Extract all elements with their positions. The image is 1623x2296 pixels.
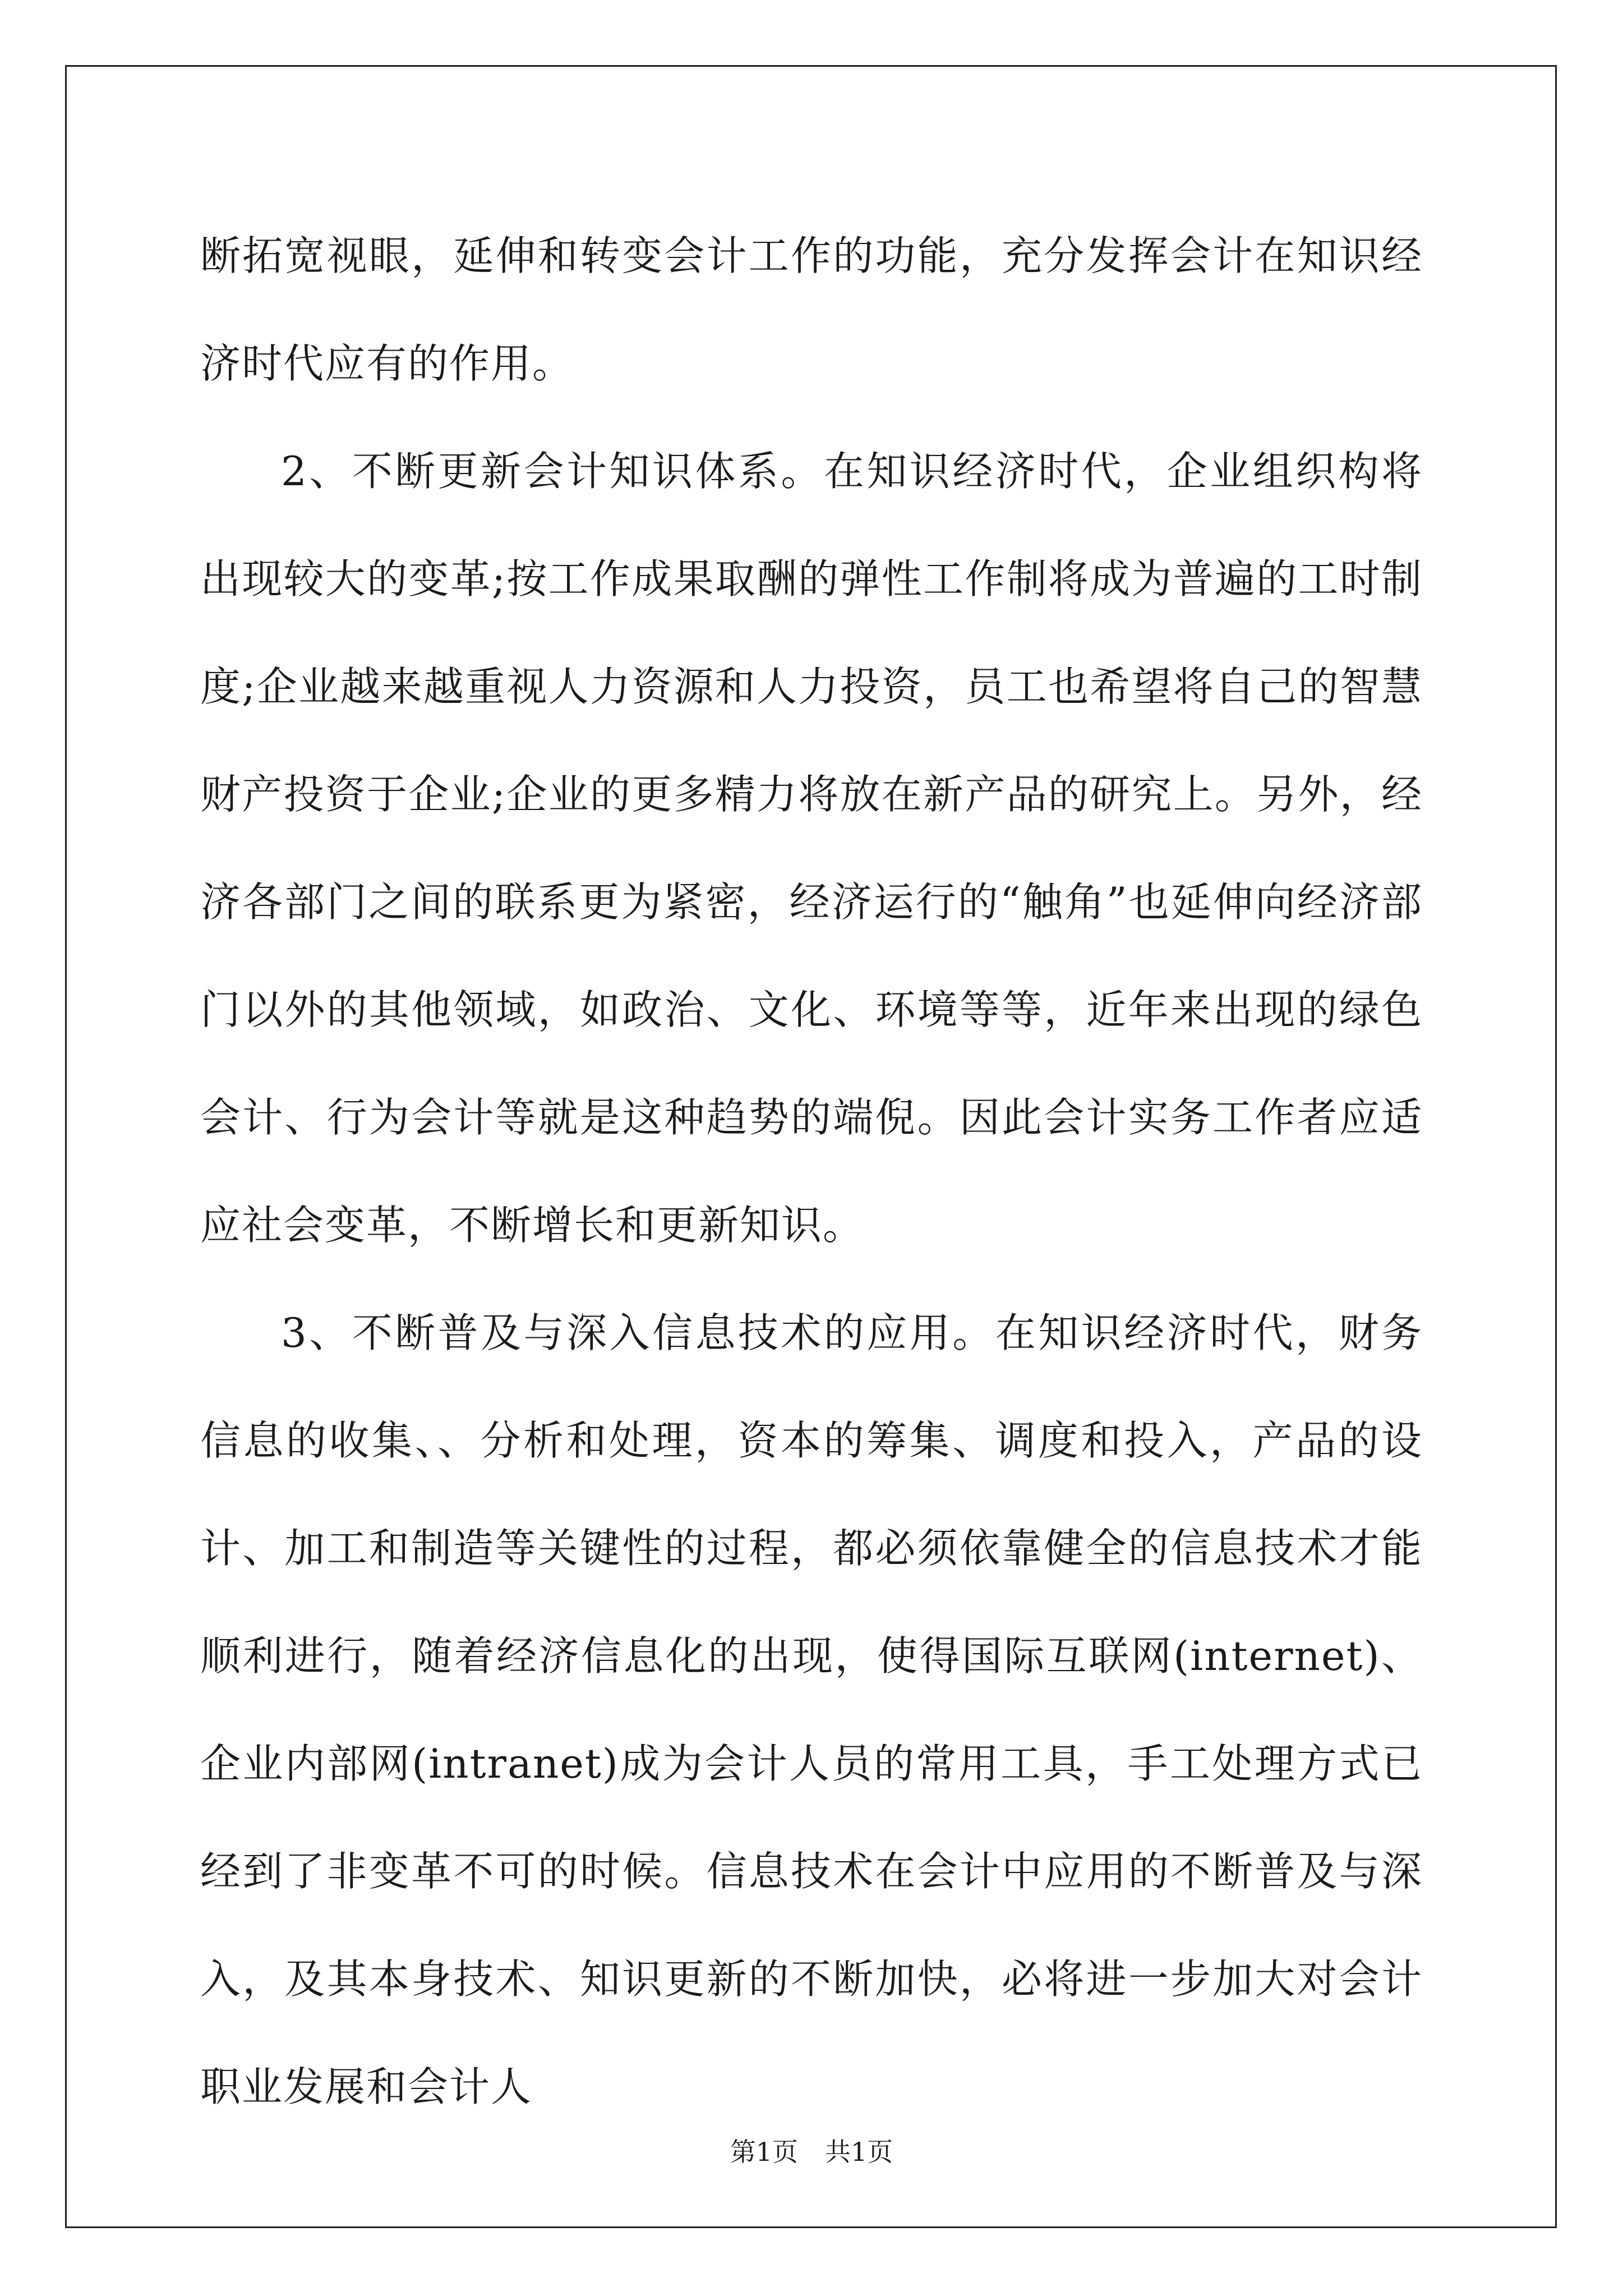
paragraph-2: 2、不断更新会计知识体系。在知识经济时代，企业组织构将出现较大的变革;按工作成果取酬的弹性工作制将成为普遍的工时制度;企业越来越重视人力资源和人力投资，员工也希望将自己的智慧财产投资于企业;企业的更多精力将放在新产品的研究上。另外，经济各部门之间的联系更为紧密，经济运行的“触角”也延伸向经济部门以外的其他领域，如政治、文化、环境等等，近年来出现的绿色会计、行为会计等就是这种趋势的端倪。因此会计实务工作者应适应社会变革，不断增长和更新知识。 [200, 448, 1423, 1249]
paragraph-1: 断拓宽视眼，延伸和转变会计工作的功能，充分发挥会计在知识经济时代应有的作用。 [200, 232, 1423, 387]
document-body [200, 202, 1423, 2141]
paragraph-3: 3、不断普及与深入信息技术的应用。在知识经济时代，财务信息的收集、、分析和处理，资本的筹集、调度和投入，产品的设计、加工和制造等关键性的过程，都必须依靠健全的信息技术才能顺利进行，随着经济信息化的出现，使得国际互联网(internet)、企业内部网(intranet)成为会计人员的常用工具，手工处理方式已经到了非变革不可的时候。信息技术在会计中应用的不断普及与深入，及其本身技术、知识更新的不断加快，必将进一步加大对会计职业发展和会计人 [200, 1309, 1423, 2110]
page-footer [0, 2132, 1623, 2169]
page-number: 第1页 [730, 2137, 798, 2167]
page-total: 共1页 [825, 2137, 893, 2167]
